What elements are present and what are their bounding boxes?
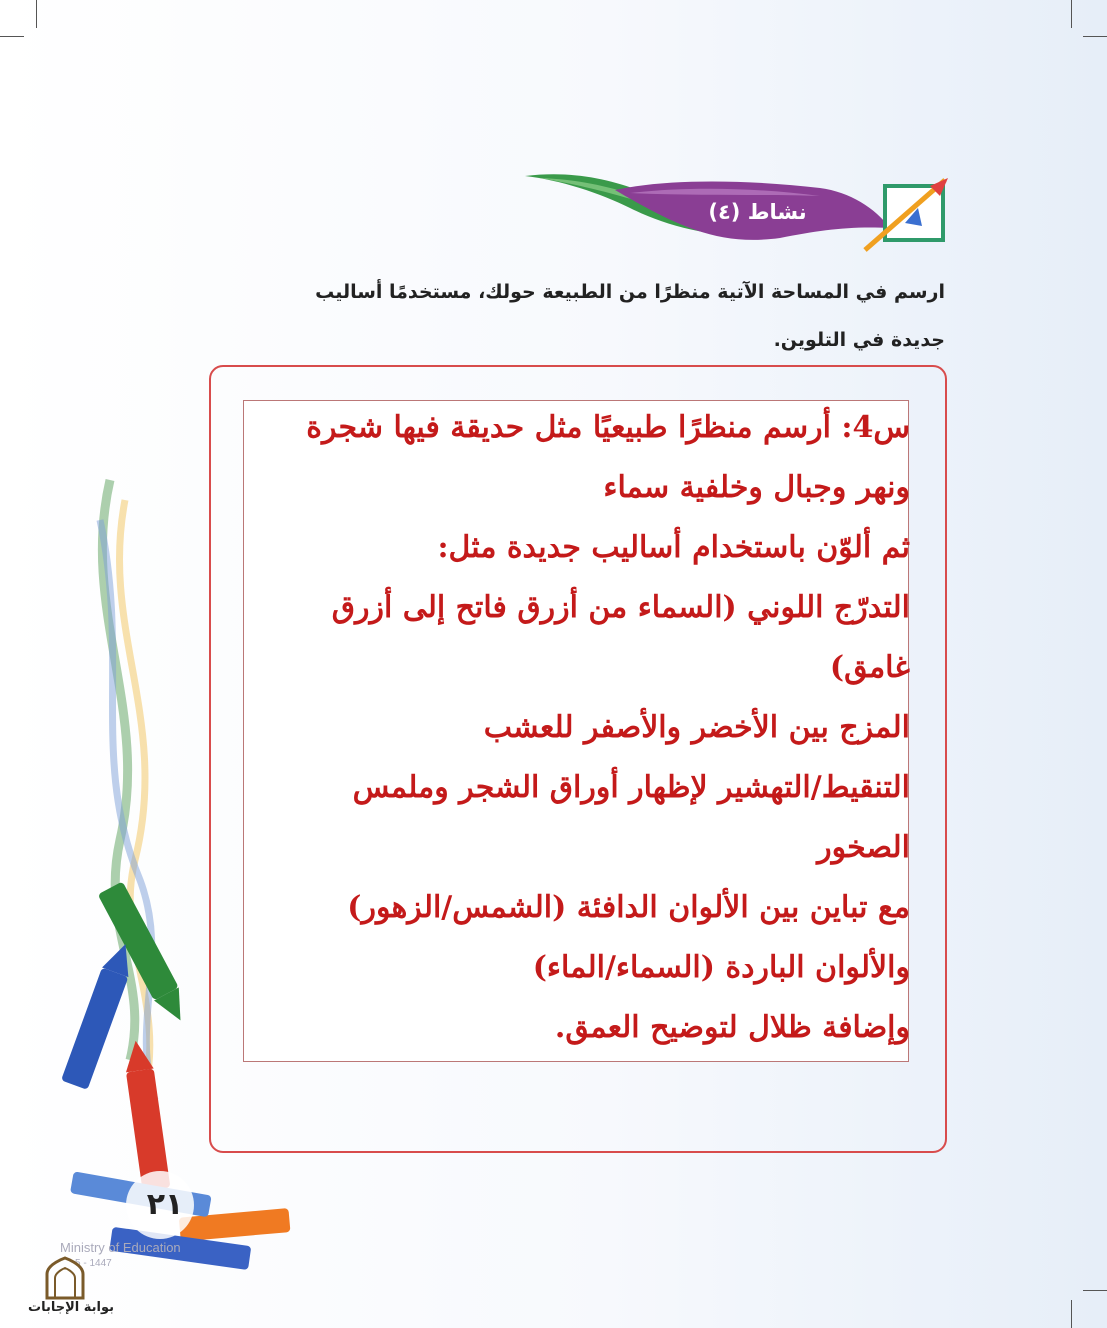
answer-line: ونهر وجبال وخلفية سماء	[603, 470, 910, 505]
answer-line: وإضافة ظلال لتوضيح العمق.	[554, 1010, 910, 1045]
ministry-label: Ministry of Education	[60, 1240, 181, 1255]
answer-line: المزج بين الأخضر والأصفر للعشب	[483, 710, 910, 745]
crop-mark	[36, 0, 37, 28]
watermark-text: بوابة الإجابات	[28, 1300, 114, 1315]
answer-line: التنقيط/التهشير لإظهار أوراق الشجر وملمس	[352, 770, 910, 805]
crop-mark	[1071, 0, 1072, 28]
answer-text	[250, 398, 910, 1058]
ministry-year: 5 - 1447	[75, 1258, 112, 1269]
answer-line: مع تباين بين الألوان الدافئة (الشمس/الزهور)	[347, 890, 910, 925]
answer-line: ثم ألوّن باستخدام أساليب جديدة مثل:	[437, 530, 910, 565]
answer-line: غامق)	[829, 650, 910, 685]
watermark-logo-icon	[43, 1256, 87, 1300]
answer-line: والألوان الباردة (السماء/الماء)	[532, 950, 910, 985]
instruction-line-2: جديدة في التلوين.	[773, 329, 945, 351]
crop-mark	[1071, 1300, 1072, 1328]
answer-line: التدرّج اللوني (السماء من أزرق فاتح إلى أزرق	[331, 590, 910, 625]
answer-line: س4: أرسم منظرًا طبيعيًا مثل حديقة فيها شجرة	[306, 410, 910, 445]
instruction-line-1: ارسم في المساحة الآتية منظرًا من الطبيعة حولك، مستخدمًا أساليب	[315, 281, 945, 303]
activity-instruction	[205, 268, 945, 364]
crayons-illustration	[60, 460, 300, 1280]
crop-mark	[0, 36, 24, 37]
crop-mark	[1083, 36, 1107, 37]
crop-mark	[1083, 1290, 1107, 1291]
activity-label: نشاط (٤)	[708, 200, 807, 224]
page-number: ٢١	[146, 1187, 184, 1222]
answer-line: الصخور	[817, 830, 910, 865]
